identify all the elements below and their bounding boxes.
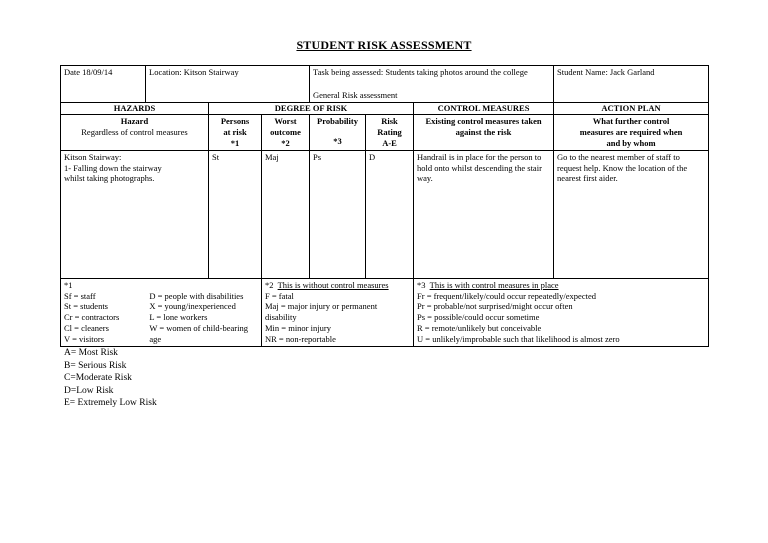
location-field: Location: Kitson Stairway (149, 67, 239, 77)
section-hazards: HAZARDS (61, 102, 209, 114)
legend-row (61, 278, 709, 346)
col-hazard-title: Hazard (120, 116, 149, 127)
col-worst-line1: Worst (274, 116, 297, 127)
col-probability (310, 115, 366, 151)
legend-code: L = lone workers (149, 312, 208, 323)
hazard-location: Kitson Stairway: (64, 151, 122, 162)
legend-persons (61, 278, 262, 346)
legend-outcome-title: This is without control measures (277, 279, 389, 290)
date-cell (61, 66, 146, 103)
student-name-field: Student Name: Jack Garland (557, 67, 655, 77)
section-action-plan: ACTION PLAN (554, 102, 709, 114)
task-subtitle: General Risk assessment (313, 89, 398, 100)
existing-controls-cell: Handrail is in place for the person to hold onto whilst descending the stair way. (414, 150, 554, 278)
col-probability-line2: *3 (333, 135, 342, 146)
legend-outcome (262, 278, 414, 346)
col-further-controls (554, 115, 709, 151)
col-persons-line3: *1 (230, 137, 240, 148)
col-persons-at-risk (209, 115, 262, 151)
col-hazard-subtitle: Regardless of control measures (81, 126, 188, 137)
list-item: U = unlikely/improbable such that likelihood is almost zero (417, 334, 620, 345)
risk-rating-cell: D (366, 150, 414, 278)
section-header-row (61, 102, 709, 114)
list-item: B= Serious Risk (64, 360, 127, 371)
col-worst-line2: outcome (270, 126, 301, 137)
list-item: NR = non-reportable (265, 334, 336, 345)
col-rating-line1: Risk (381, 116, 398, 127)
list-item: Fr = frequent/likely/could occur repeatedly/expected (417, 290, 596, 301)
col-rating-line2: Rating (377, 126, 402, 137)
col-worst-outcome (262, 115, 310, 151)
legend-probability (414, 278, 709, 346)
legend-outcome-heading (265, 280, 410, 291)
legend-persons-heading: *1 (64, 279, 73, 290)
risk-rating-scale (64, 347, 157, 410)
persons-at-risk-cell: St (209, 150, 262, 278)
hazard-description: 1- Falling down the stairway (64, 162, 162, 173)
legend-code: age (149, 334, 162, 345)
section-control-measures: CONTROL MEASURES (414, 102, 554, 114)
col-further-line1: What further control (592, 116, 670, 127)
legend-outcome-prefix: *2 (265, 279, 274, 290)
table-row (61, 150, 709, 278)
hazard-cell (61, 150, 209, 278)
list-item: Maj = major injury or permanent disability (265, 301, 378, 323)
legend-persons-list (64, 291, 258, 345)
legend-code: Cr = contractors (64, 312, 120, 323)
info-row (61, 66, 709, 103)
list-item: Min = minor injury (265, 323, 331, 334)
list-item: Ps = possible/could occur sometime (417, 312, 540, 323)
list-item: E= Extremely Low Risk (64, 398, 157, 409)
list-item (64, 334, 258, 345)
col-rating-line3: A-E (382, 137, 397, 148)
further-controls-cell: Go to the nearest member of staff to request help. Know the location of the nearest first aider. (554, 150, 709, 278)
legend-code: X = young/inexperienced (149, 301, 236, 312)
section-degree-of-risk: DEGREE OF RISK (209, 102, 414, 114)
col-existing-line2: against the risk (455, 126, 512, 137)
date-field: Date 18/09/14 (64, 67, 113, 77)
col-hazard (61, 115, 209, 151)
legend-probability-heading (417, 280, 705, 291)
col-risk-rating (366, 115, 414, 151)
list-item: D=Low Risk (64, 385, 114, 396)
col-further-line2: measures are required when (579, 126, 683, 137)
legend-probability-prefix: *3 (417, 279, 426, 290)
list-item: C=Moderate Risk (64, 373, 132, 384)
legend-code: Sf = staff (64, 290, 96, 301)
task-field: Task being assessed: Students taking photos around the college (313, 67, 528, 77)
probability-cell: Ps (310, 150, 366, 278)
risk-assessment-table (60, 65, 709, 347)
col-persons-line1: Persons (220, 116, 250, 127)
hazard-description-cont: whilst taking photographs. (64, 173, 155, 184)
list-item: A= Most Risk (64, 348, 118, 358)
list-item: R = remote/unlikely but conceivable (417, 323, 542, 334)
legend-code: D = people with disabilities (149, 290, 244, 301)
worst-outcome-cell: Maj (262, 150, 310, 278)
location-cell (146, 66, 310, 103)
legend-code: Cl = cleaners (64, 323, 109, 334)
list-item: F = fatal (265, 290, 294, 301)
list-item: Pr = probable/not surprised/might occur often (417, 301, 573, 312)
legend-code: V = visitors (64, 334, 105, 345)
list-item (64, 312, 258, 323)
list-item (64, 301, 258, 312)
column-header-row (61, 115, 709, 151)
col-existing-line1: Existing control measures taken (425, 116, 542, 127)
col-persons-line2: at risk (223, 126, 247, 137)
task-cell (310, 66, 554, 103)
student-cell (554, 66, 709, 103)
col-worst-line3: *2 (281, 137, 290, 148)
page-title: STUDENT RISK ASSESSMENT (296, 38, 472, 52)
list-item (64, 291, 258, 302)
col-existing-controls (414, 115, 554, 151)
list-item (64, 323, 258, 334)
col-further-line3: and by whom (606, 137, 656, 148)
legend-code: W = women of child-bearing (149, 323, 248, 334)
legend-code: St = students (64, 301, 108, 312)
col-probability-line1: Probability (317, 116, 358, 127)
legend-probability-title: This is with control measures in place (429, 279, 559, 290)
